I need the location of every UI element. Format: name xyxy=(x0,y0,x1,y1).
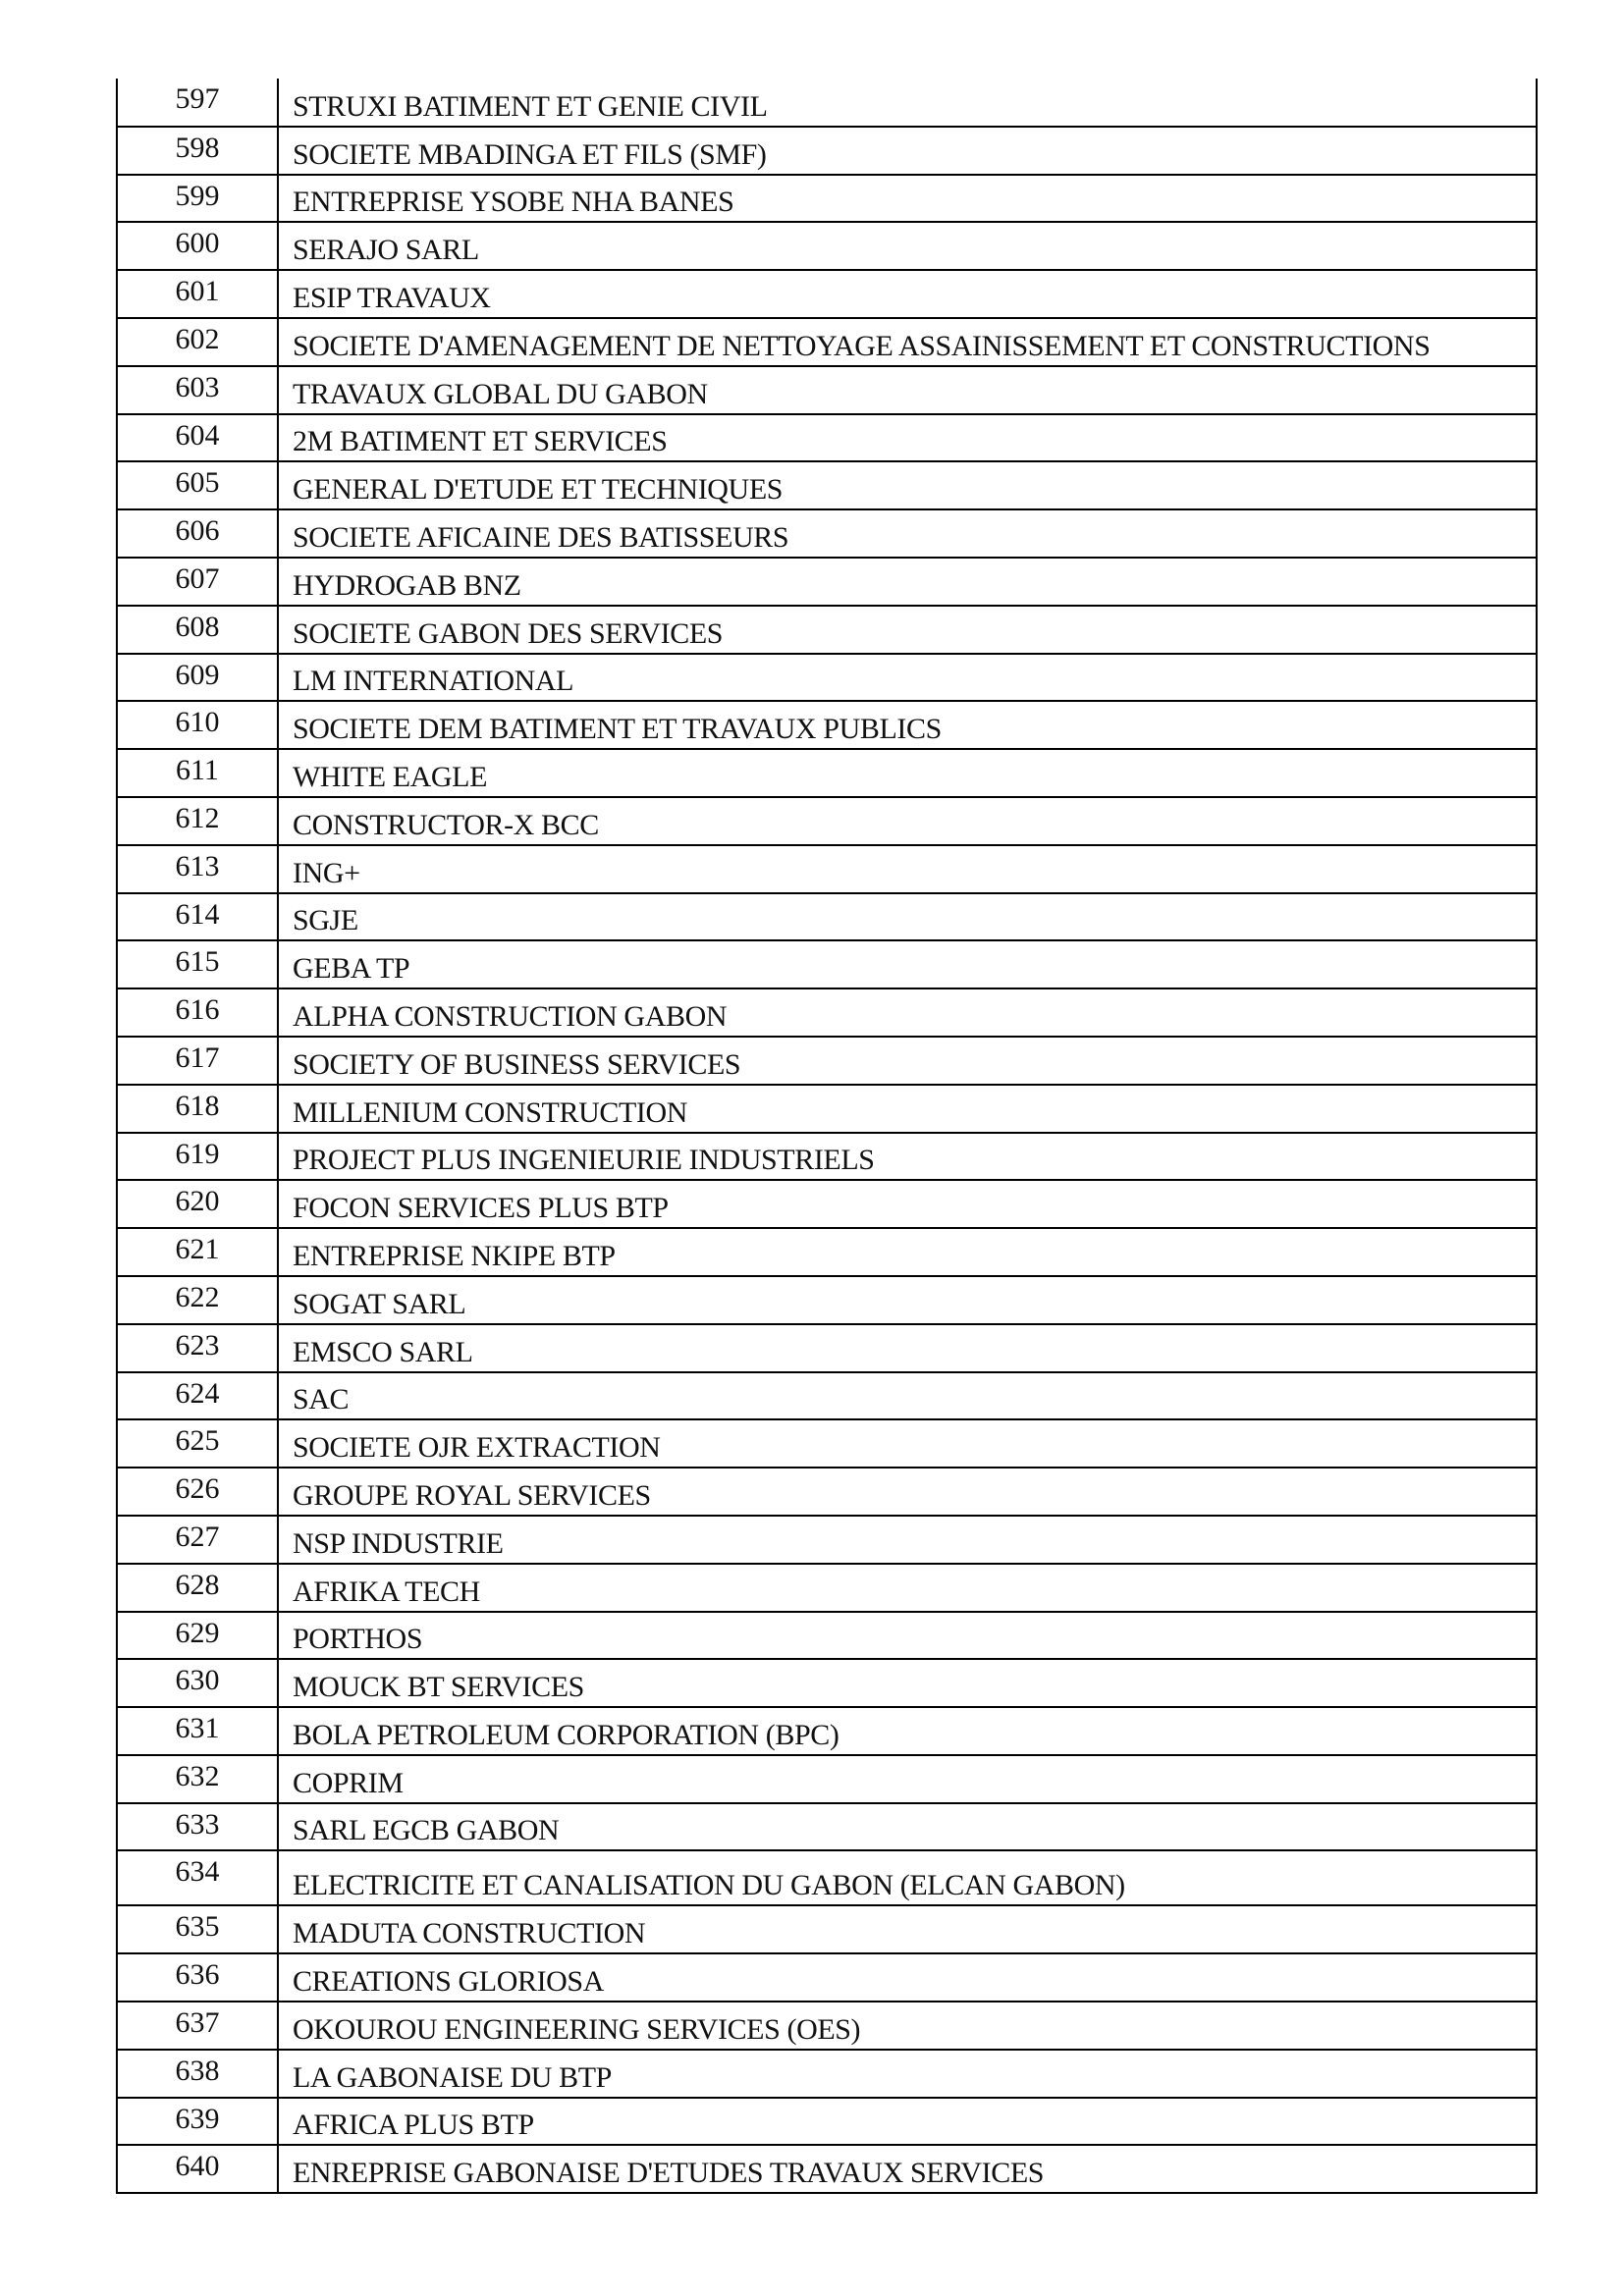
company-name-cell: SOCIETE AFICAINE DES BATISSEURS xyxy=(278,509,1537,558)
table-row xyxy=(117,1180,1537,1228)
table-row xyxy=(117,366,1537,414)
table-row xyxy=(117,1372,1537,1420)
company-name-cell: SERAJO SARL xyxy=(278,222,1537,270)
row-number-cell: 622 xyxy=(117,1276,278,1324)
company-name-cell: MADUTA CONSTRUCTION xyxy=(278,1905,1537,1953)
company-name-cell: FOCON SERVICES PLUS BTP xyxy=(278,1180,1537,1228)
company-name-cell: MOUCK BT SERVICES xyxy=(278,1659,1537,1707)
table-row xyxy=(117,2050,1537,2098)
table-row xyxy=(117,893,1537,941)
table-row xyxy=(117,1516,1537,1564)
company-name-cell: NSP INDUSTRIE xyxy=(278,1516,1537,1564)
table-row xyxy=(117,2098,1537,2146)
company-name-cell: SOCIETE D'AMENAGEMENT DE NETTOYAGE ASSAINISSEMENT ET CONSTRUCTIONS xyxy=(278,318,1537,366)
company-name-cell: ING+ xyxy=(278,845,1537,893)
table-row xyxy=(117,79,1537,127)
table-row xyxy=(117,461,1537,509)
table-row xyxy=(117,1755,1537,1803)
company-name-cell: LA GABONAISE DU BTP xyxy=(278,2050,1537,2098)
row-number-cell: 631 xyxy=(117,1707,278,1755)
table-row xyxy=(117,749,1537,797)
row-number-cell: 615 xyxy=(117,940,278,988)
row-number-cell: 626 xyxy=(117,1468,278,1516)
company-name-cell: SAC xyxy=(278,1372,1537,1420)
row-number-cell: 637 xyxy=(117,2002,278,2050)
row-number-cell: 618 xyxy=(117,1085,278,1133)
row-number-cell: 627 xyxy=(117,1516,278,1564)
company-name-cell: SOCIETE DEM BATIMENT ET TRAVAUX PUBLICS xyxy=(278,701,1537,749)
row-number-cell: 636 xyxy=(117,1953,278,2002)
company-name-cell: STRUXI BATIMENT ET GENIE CIVIL xyxy=(278,79,1537,127)
company-name-cell: SOGAT SARL xyxy=(278,1276,1537,1324)
table-row xyxy=(117,2145,1537,2193)
table-row xyxy=(117,1276,1537,1324)
row-number-cell: 611 xyxy=(117,749,278,797)
company-list-body xyxy=(117,79,1537,2193)
row-number-cell: 601 xyxy=(117,270,278,318)
row-number-cell: 632 xyxy=(117,1755,278,1803)
table-row xyxy=(117,845,1537,893)
row-number-cell: 620 xyxy=(117,1180,278,1228)
company-name-cell: GROUPE ROYAL SERVICES xyxy=(278,1468,1537,1516)
row-number-cell: 614 xyxy=(117,893,278,941)
company-name-cell: ENTREPRISE NKIPE BTP xyxy=(278,1228,1537,1276)
table-row xyxy=(117,509,1537,558)
row-number-cell: 629 xyxy=(117,1612,278,1660)
table-row xyxy=(117,1659,1537,1707)
company-name-cell: BOLA PETROLEUM CORPORATION (BPC) xyxy=(278,1707,1537,1755)
company-list-table xyxy=(116,79,1538,2194)
table-row xyxy=(117,1564,1537,1612)
row-number-cell: 597 xyxy=(117,79,278,127)
row-number-cell: 617 xyxy=(117,1037,278,1085)
row-number-cell: 606 xyxy=(117,509,278,558)
company-name-cell: PORTHOS xyxy=(278,1612,1537,1660)
row-number-cell: 604 xyxy=(117,414,278,462)
row-number-cell: 613 xyxy=(117,845,278,893)
row-number-cell: 638 xyxy=(117,2050,278,2098)
company-name-cell: AFRICA PLUS BTP xyxy=(278,2098,1537,2146)
company-name-cell: WHITE EAGLE xyxy=(278,749,1537,797)
row-number-cell: 608 xyxy=(117,606,278,654)
table-row xyxy=(117,1037,1537,1085)
company-name-cell: TRAVAUX GLOBAL DU GABON xyxy=(278,366,1537,414)
table-row xyxy=(117,222,1537,270)
company-name-cell: ELECTRICITE ET CANALISATION DU GABON (ELCAN GABON) xyxy=(278,1850,1537,1905)
row-number-cell: 633 xyxy=(117,1803,278,1851)
row-number-cell: 603 xyxy=(117,366,278,414)
company-name-cell: GENERAL D'ETUDE ET TECHNIQUES xyxy=(278,461,1537,509)
row-number-cell: 630 xyxy=(117,1659,278,1707)
table-row xyxy=(117,1707,1537,1755)
company-name-cell: SOCIETE GABON DES SERVICES xyxy=(278,606,1537,654)
table-row xyxy=(117,988,1537,1037)
row-number-cell: 625 xyxy=(117,1419,278,1468)
table-row xyxy=(117,1228,1537,1276)
row-number-cell: 612 xyxy=(117,797,278,845)
row-number-cell: 619 xyxy=(117,1133,278,1181)
table-row xyxy=(117,940,1537,988)
table-row xyxy=(117,414,1537,462)
company-name-cell: PROJECT PLUS INGENIEURIE INDUSTRIELS xyxy=(278,1133,1537,1181)
row-number-cell: 616 xyxy=(117,988,278,1037)
row-number-cell: 610 xyxy=(117,701,278,749)
table-row xyxy=(117,701,1537,749)
company-name-cell: GEBA TP xyxy=(278,940,1537,988)
table-row xyxy=(117,1803,1537,1851)
table-row xyxy=(117,1905,1537,1953)
table-row xyxy=(117,797,1537,845)
row-number-cell: 635 xyxy=(117,1905,278,1953)
row-number-cell: 628 xyxy=(117,1564,278,1612)
company-name-cell: COPRIM xyxy=(278,1755,1537,1803)
table-row xyxy=(117,1324,1537,1372)
table-row xyxy=(117,1468,1537,1516)
company-name-cell: 2M BATIMENT ET SERVICES xyxy=(278,414,1537,462)
company-name-cell: EMSCO SARL xyxy=(278,1324,1537,1372)
table-row xyxy=(117,654,1537,702)
row-number-cell: 623 xyxy=(117,1324,278,1372)
table-row xyxy=(117,558,1537,606)
row-number-cell: 600 xyxy=(117,222,278,270)
table-row xyxy=(117,1953,1537,2002)
row-number-cell: 599 xyxy=(117,175,278,223)
row-number-cell: 624 xyxy=(117,1372,278,1420)
company-name-cell: CREATIONS GLORIOSA xyxy=(278,1953,1537,2002)
table-row xyxy=(117,127,1537,175)
company-name-cell: SARL EGCB GABON xyxy=(278,1803,1537,1851)
company-name-cell: OKOUROU ENGINEERING SERVICES (OES) xyxy=(278,2002,1537,2050)
company-name-cell: SGJE xyxy=(278,893,1537,941)
company-name-cell: SOCIETE MBADINGA ET FILS (SMF) xyxy=(278,127,1537,175)
table-row xyxy=(117,175,1537,223)
row-number-cell: 598 xyxy=(117,127,278,175)
company-name-cell: ESIP TRAVAUX xyxy=(278,270,1537,318)
table-row xyxy=(117,318,1537,366)
company-name-cell: SOCIETE OJR EXTRACTION xyxy=(278,1419,1537,1468)
company-name-cell: HYDROGAB BNZ xyxy=(278,558,1537,606)
company-name-cell: MILLENIUM CONSTRUCTION xyxy=(278,1085,1537,1133)
table-row xyxy=(117,1612,1537,1660)
company-name-cell: ENREPRISE GABONAISE D'ETUDES TRAVAUX SERVICES xyxy=(278,2145,1537,2193)
row-number-cell: 605 xyxy=(117,461,278,509)
table-row xyxy=(117,606,1537,654)
table-row xyxy=(117,2002,1537,2050)
table-row xyxy=(117,1419,1537,1468)
table-row xyxy=(117,270,1537,318)
row-number-cell: 621 xyxy=(117,1228,278,1276)
row-number-cell: 602 xyxy=(117,318,278,366)
row-number-cell: 640 xyxy=(117,2145,278,2193)
table-row xyxy=(117,1085,1537,1133)
company-name-cell: CONSTRUCTOR-X BCC xyxy=(278,797,1537,845)
row-number-cell: 634 xyxy=(117,1850,278,1905)
table-row xyxy=(117,1850,1537,1905)
row-number-cell: 609 xyxy=(117,654,278,702)
row-number-cell: 639 xyxy=(117,2098,278,2146)
company-list-table-wrapper xyxy=(116,79,1536,2194)
table-row xyxy=(117,1133,1537,1181)
company-name-cell: ENTREPRISE YSOBE NHA BANES xyxy=(278,175,1537,223)
company-name-cell: AFRIKA TECH xyxy=(278,1564,1537,1612)
row-number-cell: 607 xyxy=(117,558,278,606)
company-name-cell: SOCIETY OF BUSINESS SERVICES xyxy=(278,1037,1537,1085)
company-name-cell: ALPHA CONSTRUCTION GABON xyxy=(278,988,1537,1037)
company-name-cell: LM INTERNATIONAL xyxy=(278,654,1537,702)
